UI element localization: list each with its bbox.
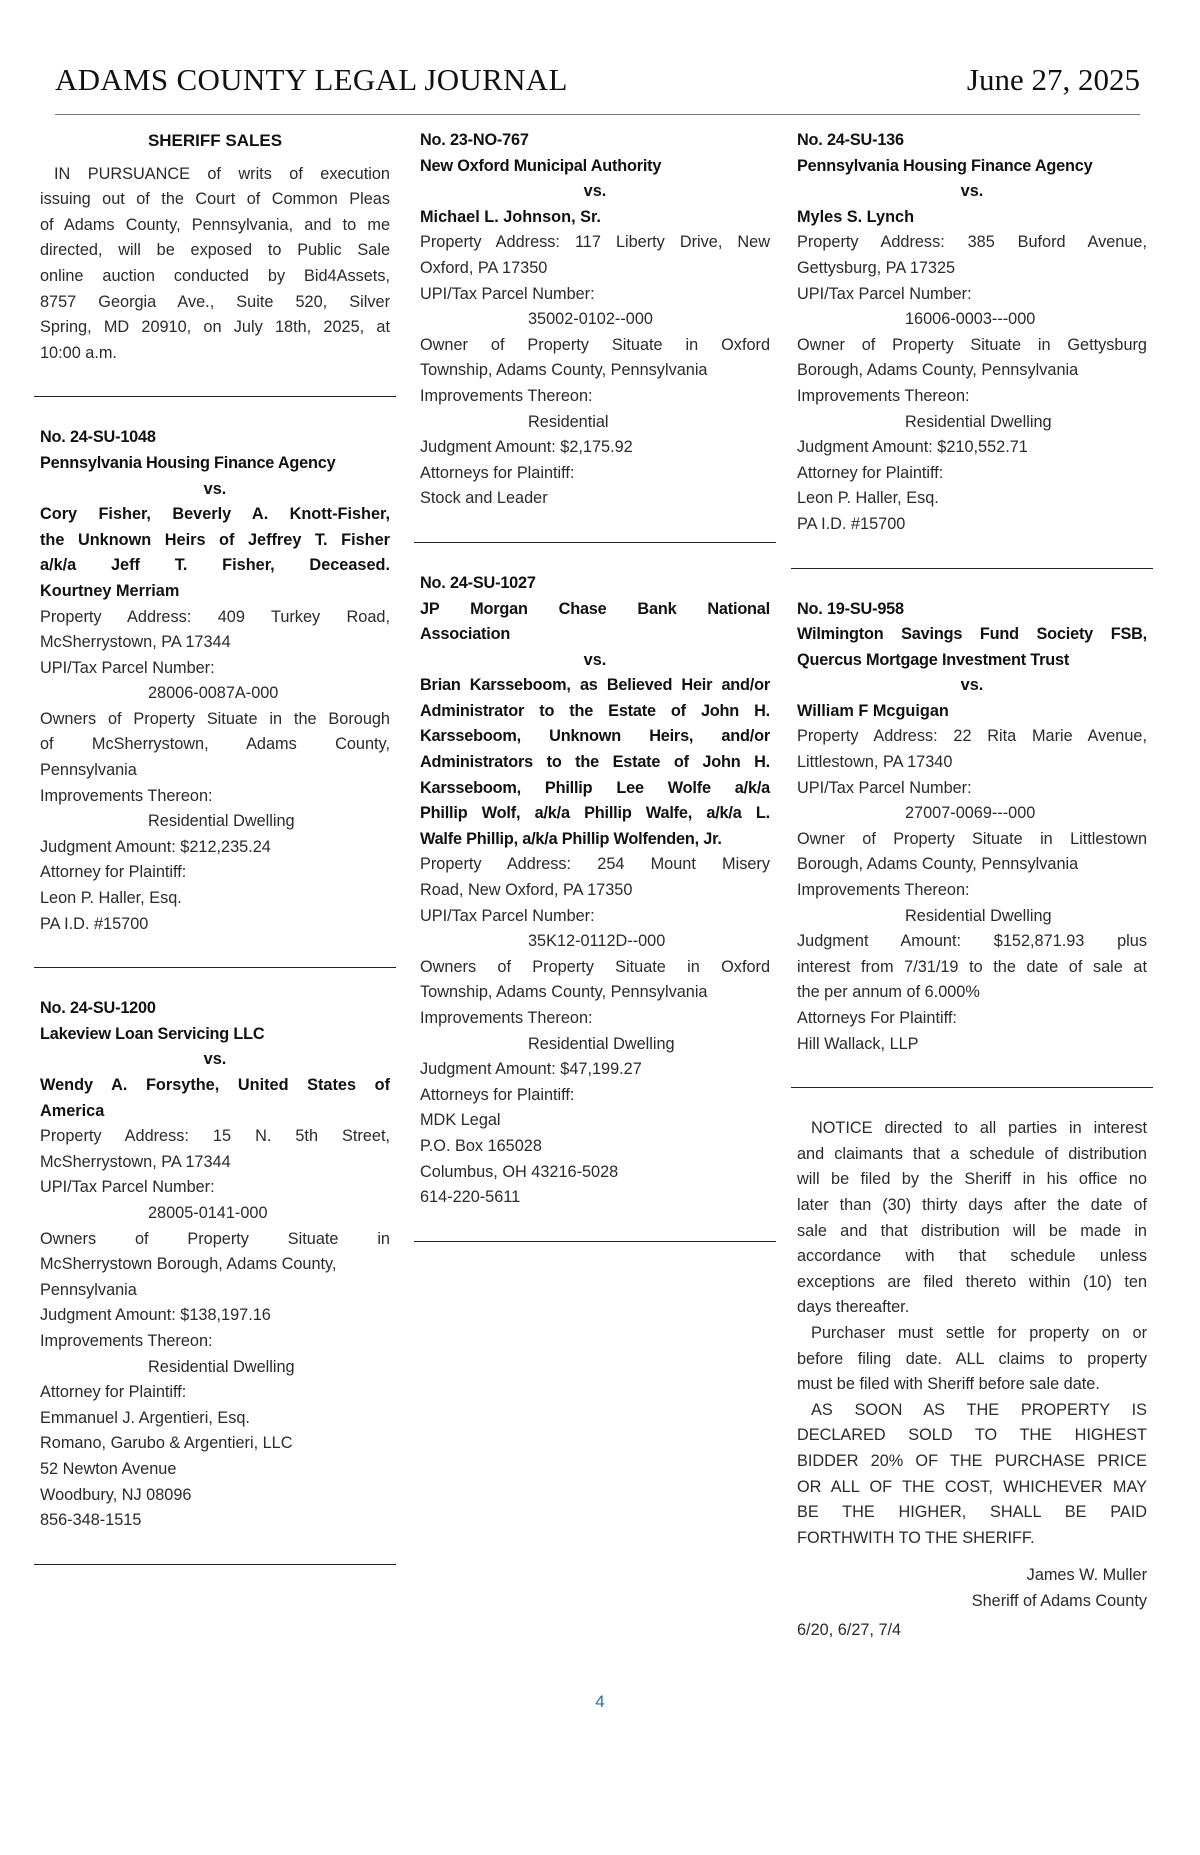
case-number: No. 24-SU-1048: [40, 428, 156, 447]
property-address: Property Address: 15 N. 5th Street,: [40, 1127, 390, 1146]
judgment-amount: Judgment Amount: $47,199.27: [420, 1060, 642, 1079]
improvements: Residential Dwelling: [148, 1357, 295, 1376]
owner-line: Pennsylvania: [40, 1280, 137, 1299]
case-listing-23-no-767: [420, 128, 770, 512]
improvements-label: Improvements Thereon:: [797, 386, 970, 405]
upi-label: UPI/Tax Parcel Number:: [40, 658, 215, 677]
owner-line: Borough, Adams County, Pennsylvania: [797, 855, 1079, 874]
defendant-line: William F Mcguigan: [797, 701, 949, 720]
attorney-line: 856-348-1515: [40, 1511, 142, 1530]
property-address: Gettysburg, PA 17325: [797, 258, 956, 277]
notice-line: AS SOON AS THE PROPERTY IS: [811, 1400, 1147, 1419]
attorney-line: Leon P. Haller, Esq.: [40, 889, 182, 908]
owner-line: Township, Adams County, Pennsylvania: [420, 361, 708, 380]
defendant-line: Wendy A. Forsythe, United States of: [40, 1076, 390, 1094]
defendant-line: a/k/a Jeff T. Fisher, Deceased.: [40, 556, 390, 575]
upi-number: 35K12-0112D--000: [528, 932, 666, 951]
versus: vs.: [960, 676, 984, 695]
versus: vs.: [203, 1050, 227, 1069]
notice-line: before filing date. ALL claims to property: [797, 1349, 1147, 1368]
owner-line: Pennsylvania: [40, 761, 137, 780]
plaintiff: New Oxford Municipal Authority: [420, 156, 662, 175]
improvements: Residential Dwelling: [905, 906, 1052, 925]
defendant-line: Walfe Phillip, a/k/a Phillip Wolfenden, Jr.: [420, 829, 722, 848]
intro-line: IN PURSUANCE of writs of execution: [54, 164, 390, 183]
property-address: McSherrystown, PA 17344: [40, 633, 231, 652]
attorney-line: 52 Newton Avenue: [40, 1459, 177, 1478]
case-number: No. 24-SU-1200: [40, 999, 156, 1018]
upi-number: 28006-0087A-000: [148, 684, 279, 703]
versus: vs.: [960, 182, 984, 201]
attorney-line: Romano, Garubo & Argentieri, LLC: [40, 1434, 293, 1453]
upi-number: 16006-0003---000: [905, 310, 1036, 329]
owner-line: Borough, Adams County, Pennsylvania: [797, 361, 1079, 380]
attorney-label: Attorney for Plaintiff:: [797, 463, 944, 482]
improvements-label: Improvements Thereon:: [40, 786, 213, 805]
upi-number: 35002-0102--000: [528, 310, 653, 329]
notice-line: days thereafter.: [797, 1298, 910, 1317]
plaintiff: Wilmington Savings Fund Society FSB,: [797, 625, 1147, 644]
intro-line: Spring, MD 20910, on July 18th, 2025, at: [40, 318, 390, 337]
defendant-line: Karsseboom, Phillip Lee Wolfe a/k/a: [420, 778, 770, 797]
attorney-line: Woodbury, NJ 08096: [40, 1485, 192, 1504]
upi-label: UPI/Tax Parcel Number:: [797, 778, 972, 797]
owner-line: Owner of Property Situate in Littlestown: [797, 829, 1147, 848]
publication-dates: 6/20, 6/27, 7/4: [797, 1621, 902, 1640]
attorney-label: Attorney for Plaintiff:: [40, 1383, 187, 1402]
upi-label: UPI/Tax Parcel Number:: [40, 1178, 215, 1197]
attorney-line: Columbus, OH 43216-5028: [420, 1162, 619, 1181]
notice-line: OR ALL OF THE COST, WHICHEVER MAY: [797, 1477, 1147, 1496]
section-divider: [34, 967, 396, 968]
improvements-label: Improvements Thereon:: [420, 1009, 593, 1027]
attorney-line: Stock and Leader: [420, 489, 548, 508]
versus: vs.: [583, 182, 607, 201]
improvements: Residential Dwelling: [905, 412, 1052, 431]
intro-line: online auction conducted by Bid4Assets,: [40, 266, 390, 285]
column-left: [40, 128, 390, 1593]
judgment-amount: Judgment Amount: $152,871.93 plus: [797, 932, 1147, 951]
notice-line: BIDDER 20% OF THE PURCHASE PRICE: [797, 1451, 1147, 1470]
owner-line: Owners of Property Situate in: [40, 1229, 390, 1248]
improvements: Residential Dwelling: [528, 1034, 675, 1053]
versus: vs.: [583, 650, 607, 669]
intro-line: issuing out of the Court of Common Pleas: [40, 190, 390, 209]
section-divider: [791, 568, 1153, 569]
intro-line: directed, will be exposed to Public Sale: [40, 241, 390, 260]
owner-line: Owners of Property Situate in Oxford: [420, 957, 770, 976]
property-address: Property Address: 385 Buford Avenue,: [797, 233, 1147, 252]
defendant-line: Cory Fisher, Beverly A. Knott-Fisher,: [40, 505, 390, 524]
defendant-line: America: [40, 1101, 105, 1120]
case-number: No. 24-SU-136: [797, 131, 904, 149]
attorney-line: Leon P. Haller, Esq.: [797, 489, 939, 508]
upi-label: UPI/Tax Parcel Number:: [420, 284, 595, 303]
notice-line: later than (30) thirty days after the date of: [797, 1195, 1147, 1214]
attorney-label: Attorneys For Plaintiff:: [797, 1009, 957, 1027]
notice-line: FORTHWITH TO THE SHERIFF.: [797, 1528, 1035, 1547]
judgment-amount: Judgment Amount: $210,552.71: [797, 438, 1028, 457]
sheriff-name: James W. Muller: [1026, 1566, 1147, 1585]
attorney-label: Attorneys for Plaintiff:: [420, 463, 575, 482]
attorney-line: Hill Wallack, LLP: [797, 1034, 919, 1053]
notice-line: must be filed with Sheriff before sale date.: [797, 1375, 1100, 1394]
attorney-line: P.O. Box 165028: [420, 1136, 542, 1155]
defendant-line: Administrators to the Estate of John H.: [420, 753, 770, 772]
page-number: 4: [595, 1692, 605, 1711]
upi-number: 28005-0141-000: [148, 1203, 268, 1222]
sheriff-title: Sheriff of Adams County: [971, 1591, 1147, 1610]
attorney-line: 614-220-5611: [420, 1188, 521, 1207]
owner-line: Owner of Property Situate in Gettysburg: [797, 335, 1147, 354]
plaintiff: Association: [420, 625, 511, 644]
attorney-label: Attorneys for Plaintiff:: [420, 1085, 575, 1104]
owner-line: McSherrystown Borough, Adams County,: [40, 1255, 337, 1274]
property-address: Property Address: 409 Turkey Road,: [40, 607, 390, 626]
notice-line: DECLARED SOLD TO THE HIGHEST: [797, 1426, 1147, 1445]
property-address: Property Address: 22 Rita Marie Avenue,: [797, 727, 1147, 746]
defendant-line: Michael L. Johnson, Sr.: [420, 207, 601, 226]
upi-number: 27007-0069---000: [905, 804, 1036, 823]
notice-line: and claimants that a schedule of distribution: [797, 1144, 1147, 1163]
issue-date: June 27, 2025: [966, 62, 1140, 97]
attorney-line: PA I.D. #15700: [797, 514, 906, 533]
notice-line: will be filed by the Sheriff in his office no: [797, 1170, 1147, 1189]
column-right: [797, 128, 1147, 1644]
defendant-line: Administrator to the Estate of John H.: [420, 701, 770, 720]
intro-line: 8757 Georgia Ave., Suite 520, Silver: [40, 292, 390, 311]
defendant-line: Brian Karsseboom, as Believed Heir and/or: [420, 676, 770, 695]
defendant-line: the Unknown Heirs of Jeffrey T. Fisher: [40, 530, 390, 549]
property-address: Road, New Oxford, PA 17350: [420, 881, 633, 900]
notice-line: exceptions are filed thereto within (10) ten: [797, 1272, 1147, 1291]
owner-line: of McSherrystown, Adams County,: [40, 735, 390, 754]
property-address: Oxford, PA 17350: [420, 258, 548, 277]
property-address: Property Address: 117 Liberty Drive, New: [420, 233, 770, 252]
section-divider: [34, 396, 396, 397]
property-address: Property Address: 254 Mount Misery: [420, 855, 770, 874]
defendant-line: Myles S. Lynch: [797, 207, 915, 226]
versus: vs.: [203, 479, 227, 498]
improvements: Residential Dwelling: [148, 812, 295, 831]
judgment-amount: Judgment Amount: $2,175.92: [420, 438, 633, 457]
section-heading: SHERIFF SALES: [147, 131, 283, 150]
notice-line: Purchaser must settle for property on or: [811, 1323, 1147, 1342]
journal-title: ADAMS COUNTY LEGAL JOURNAL: [55, 62, 568, 97]
notice-line: accordance with that schedule unless: [797, 1247, 1147, 1266]
upi-label: UPI/Tax Parcel Number:: [797, 284, 972, 303]
improvements-label: Improvements Thereon:: [797, 881, 970, 900]
owner-line: Owner of Property Situate in Oxford: [420, 335, 770, 354]
column-middle: [420, 128, 770, 1270]
case-listing-19-su-958: [797, 597, 1147, 1058]
notice-line: BE THE HIGHER, SHALL BE PAID: [797, 1503, 1147, 1522]
improvements-label: Improvements Thereon:: [420, 386, 593, 405]
attorney-line: MDK Legal: [420, 1111, 501, 1130]
plaintiff: Pennsylvania Housing Finance Agency: [797, 156, 1093, 175]
case-number: No. 19-SU-958: [797, 599, 904, 618]
case-listing-24-su-1027: [420, 571, 770, 1211]
defendant-line: Karsseboom, Unknown Heirs, and/or: [420, 727, 770, 746]
plaintiff: Quercus Mortgage Investment Trust: [797, 650, 1070, 669]
section-divider: [414, 1241, 776, 1242]
improvements-label: Improvements Thereon:: [40, 1331, 213, 1350]
judgment-amount: interest from 7/31/19 to the date of sale at: [797, 957, 1147, 976]
masthead: [55, 62, 1140, 106]
case-listing-24-su-1200: [40, 996, 390, 1533]
case-number: No. 24-SU-1027: [420, 573, 536, 592]
defendant-line: Kourtney Merriam: [40, 581, 180, 600]
defendant-line: Phillip Wolf, a/k/a Phillip Walfe, a/k/a L.: [420, 804, 770, 823]
intro-paragraph: [40, 162, 390, 367]
plaintiff: JP Morgan Chase Bank National: [420, 599, 770, 618]
spacer: [797, 1551, 1147, 1563]
attorney-label: Attorney for Plaintiff:: [40, 863, 187, 882]
attorney-line: Emmanuel J. Argentieri, Esq.: [40, 1408, 250, 1427]
case-listing-24-su-136: [797, 128, 1147, 538]
property-address: McSherrystown, PA 17344: [40, 1152, 231, 1171]
plaintiff: Pennsylvania Housing Finance Agency: [40, 453, 336, 472]
owner-line: Township, Adams County, Pennsylvania: [420, 983, 708, 1002]
intro-line: of Adams County, Pennsylvania, and to me: [40, 215, 390, 234]
section-divider: [34, 1564, 396, 1565]
owner-line: Owners of Property Situate in the Borough: [40, 709, 390, 728]
upi-label: UPI/Tax Parcel Number:: [420, 906, 595, 925]
section-divider: [791, 1087, 1153, 1088]
improvements: Residential: [528, 412, 609, 431]
masthead-rule: [55, 114, 1140, 115]
section-divider: [414, 542, 776, 543]
notice-line: sale and that distribution will be made in: [797, 1221, 1147, 1240]
case-listing-24-su-1048: [40, 425, 390, 937]
judgment-amount: Judgment Amount: $138,197.16: [40, 1306, 271, 1325]
property-address: Littlestown, PA 17340: [797, 753, 953, 772]
case-number: No. 23-NO-767: [420, 131, 529, 149]
distribution-notice: [797, 1116, 1147, 1644]
notice-line: NOTICE directed to all parties in interest: [811, 1119, 1147, 1138]
judgment-amount: Judgment Amount: $212,235.24: [40, 837, 271, 856]
judgment-amount: the per annum of 6.000%: [797, 983, 980, 1002]
attorney-line: PA I.D. #15700: [40, 914, 149, 933]
intro-line: 10:00 a.m.: [40, 343, 117, 362]
plaintiff: Lakeview Loan Servicing LLC: [40, 1024, 265, 1043]
